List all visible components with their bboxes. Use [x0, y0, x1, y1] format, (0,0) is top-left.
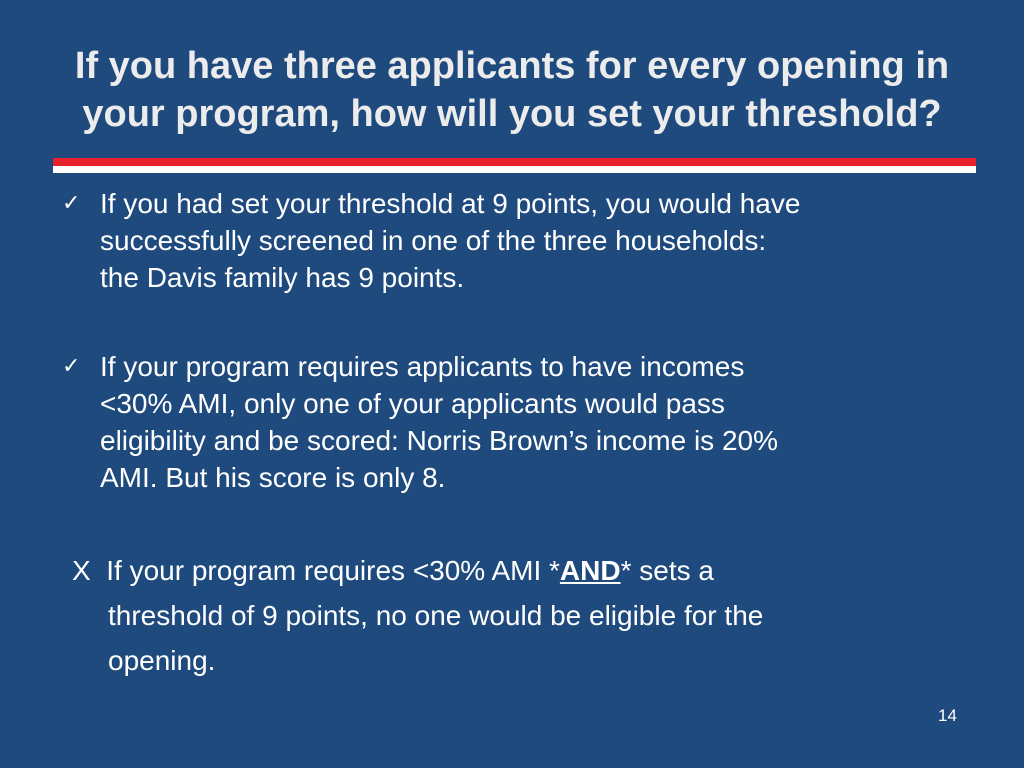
final-line-1 [72, 548, 763, 593]
bullet-line: successfully screened in one of the three households: [100, 225, 767, 256]
and-emphasis: AND [559, 555, 621, 586]
bullet-no-one-eligible [72, 548, 763, 683]
title-divider-red [53, 158, 976, 166]
title-line-1: If you have three applicants for every opening in [74, 45, 950, 87]
bullet-line: <30% AMI, only one of your applicants would pass [100, 388, 725, 419]
final-line-2: threshold of 9 points, no one would be eligible for the [108, 600, 764, 631]
bullet-line: the Davis family has 9 points. [100, 262, 465, 293]
bullet-text [100, 185, 800, 296]
bullet-line: If your program requires applicants to have incomes [100, 351, 745, 382]
bullet-text [100, 348, 778, 496]
slide-title [30, 42, 994, 138]
bullet-line: If you had set your threshold at 9 points, you would have [100, 188, 801, 219]
final-line-1-after: * sets a [620, 555, 714, 586]
final-line-3: opening. [108, 645, 216, 676]
bullet-line: eligibility and be scored: Norris Brown’s income is 20% [100, 425, 779, 456]
title-divider-white [53, 166, 976, 173]
checkmark-icon: ✓ [62, 354, 81, 379]
page-number: 14 [938, 706, 957, 725]
final-line-1-before: If your program requires <30% AMI * [106, 555, 560, 586]
checkmark-icon: ✓ [62, 191, 81, 216]
title-line-2: your program, how will you set your threshold? [82, 93, 942, 135]
x-mark-icon: X [72, 555, 91, 586]
bullet-line: AMI. But his score is only 8. [100, 462, 446, 493]
